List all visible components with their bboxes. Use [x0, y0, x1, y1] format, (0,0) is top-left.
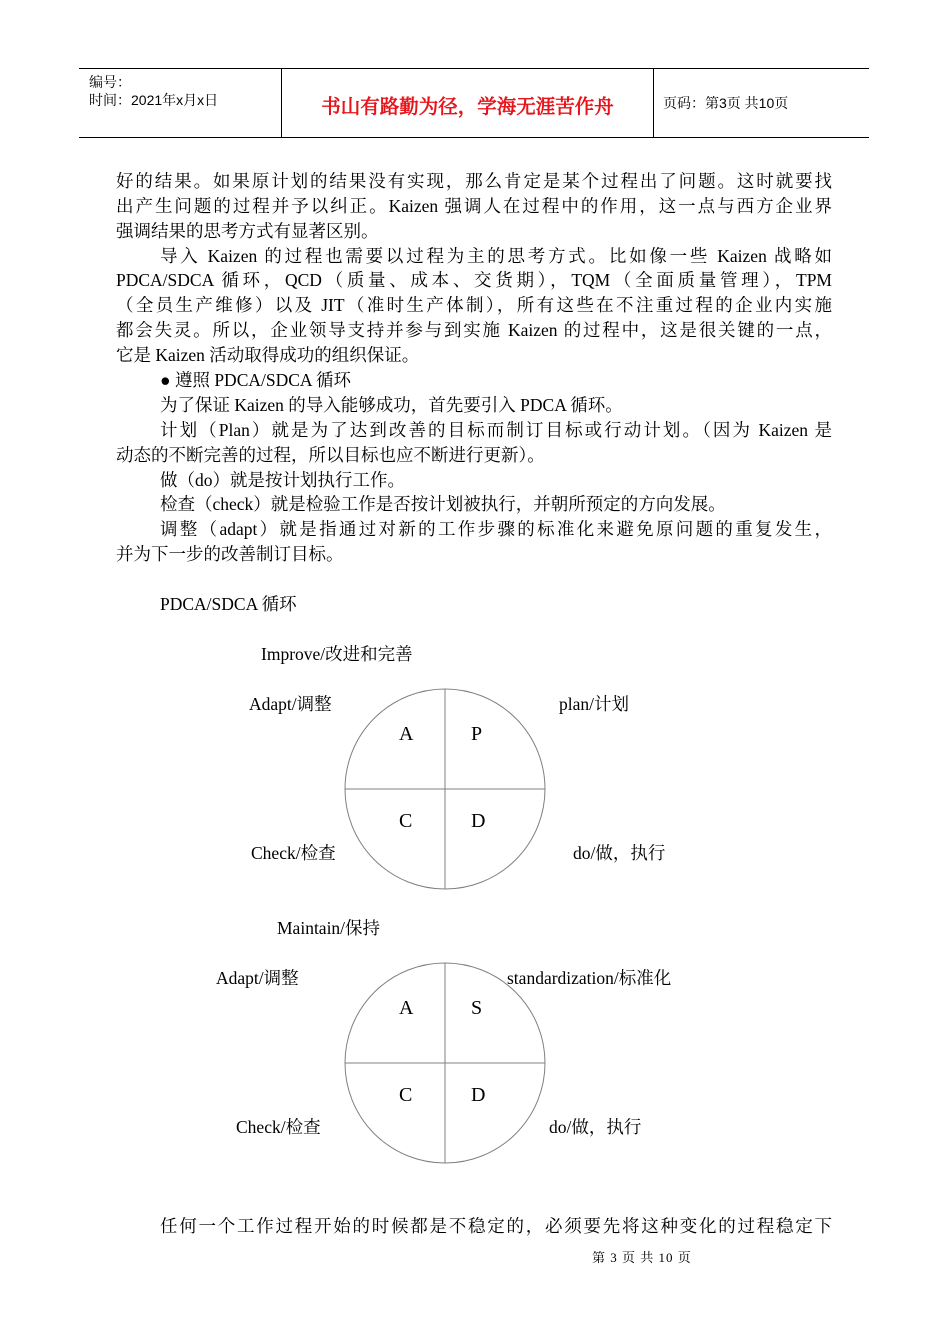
section-bullet-heading: ● 遵照 PDCA/SDCA 循环: [160, 370, 351, 390]
paragraph-line: 并为下一步的改善制订目标。: [116, 544, 344, 564]
pdca-quadrant-d: D: [471, 810, 486, 832]
date-label: 时间：2021年x月x日: [89, 92, 219, 108]
pdca-check-label: Check/检查: [251, 843, 336, 863]
paragraph-line: 出产生问题的过程并予以纠正。Kaizen 强调人在过程中的作用，这一点与西方企业界: [116, 196, 832, 216]
page-header: [79, 68, 869, 138]
sdca-adapt-label: Adapt/调整: [216, 968, 299, 988]
sdca-top-label: Maintain/保持: [277, 918, 381, 938]
header-info-cell: [79, 69, 281, 137]
paragraph-line: 为了保证 Kaizen 的导入能够成功，首先要引入 PDCA 循环。: [160, 395, 623, 415]
paragraph-line: 任何一个工作过程开始的时候都是不稳定的，必须要先将这种变化的过程稳定下: [160, 1216, 832, 1236]
header-divider: [653, 69, 654, 137]
paragraph-line: 好的结果。如果原计划的结果没有实现，那么肯定是某个过程出了问题。这时就要找: [116, 171, 832, 191]
paragraph-line: 检查（check）就是检验工作是否按计划被执行，并朝所预定的方向发展。: [160, 494, 726, 514]
paragraph-line: 都会失灵。所以，企业领导支持并参与到实施 Kaizen 的过程中，这是很关键的一点，: [116, 320, 832, 340]
sdca-standardization-label: standardization/标准化: [507, 968, 672, 988]
paragraph-line: PDCA/SDCA 循环，QCD（质量、成本、交货期），TQM（全面质量管理），TPM: [116, 270, 832, 290]
pdca-quadrant-p: P: [471, 723, 483, 745]
paragraph-line: 它是 Kaizen 活动取得成功的组织保证。: [116, 345, 420, 365]
pdca-quadrant-c: C: [399, 810, 413, 832]
paragraph-line: 调整（adapt）就是指通过对新的工作步骤的标准化来避免原问题的重复发生，: [160, 519, 832, 539]
sdca-check-label: Check/检查: [236, 1117, 321, 1137]
sdca-quadrant-c: C: [399, 1084, 413, 1106]
number-label: 编号：: [89, 74, 131, 90]
header-motto: 书山有路勤为径，学海无涯苦作舟: [321, 95, 614, 118]
paragraph-line: 计划（Plan）就是为了达到改善的目标而制订目标或行动计划。（因为 Kaizen 是: [160, 420, 832, 440]
sdca-quadrant-a: A: [399, 997, 414, 1019]
pdca-plan-label: plan/计划: [559, 694, 629, 714]
diagram-caption: PDCA/SDCA 循环: [160, 594, 297, 614]
sdca-quadrant-d: D: [471, 1084, 486, 1106]
pdca-adapt-label: Adapt/调整: [249, 694, 332, 714]
paragraph-line: （全员生产维修）以及 JIT（准时生产体制），所有这些在不注重过程的企业内实施: [116, 295, 832, 315]
page-footer: 第 3 页 共 10 页: [592, 1250, 692, 1265]
sdca-quadrant-s: S: [471, 997, 483, 1019]
paragraph-line: 做（do）就是按计划执行工作。: [160, 470, 405, 490]
paragraph-line: 导入 Kaizen 的过程也需要以过程为主的思考方式。比如像一些 Kaizen 战略如: [160, 246, 832, 266]
page-number-label: 页码：第3页 共10页: [663, 95, 789, 111]
sdca-circle: [343, 961, 547, 1165]
pdca-top-label: Improve/改进和完善: [261, 644, 413, 664]
pdca-quadrant-a: A: [399, 723, 414, 745]
pdca-circle: [343, 687, 547, 891]
pdca-do-label: do/做，执行: [573, 843, 666, 863]
paragraph-line: 动态的不断完善的过程，所以目标也应不断进行更新）。: [116, 445, 545, 465]
sdca-do-label: do/做，执行: [549, 1117, 642, 1137]
paragraph-line: 强调结果的思考方式有显著区别。: [116, 221, 379, 241]
